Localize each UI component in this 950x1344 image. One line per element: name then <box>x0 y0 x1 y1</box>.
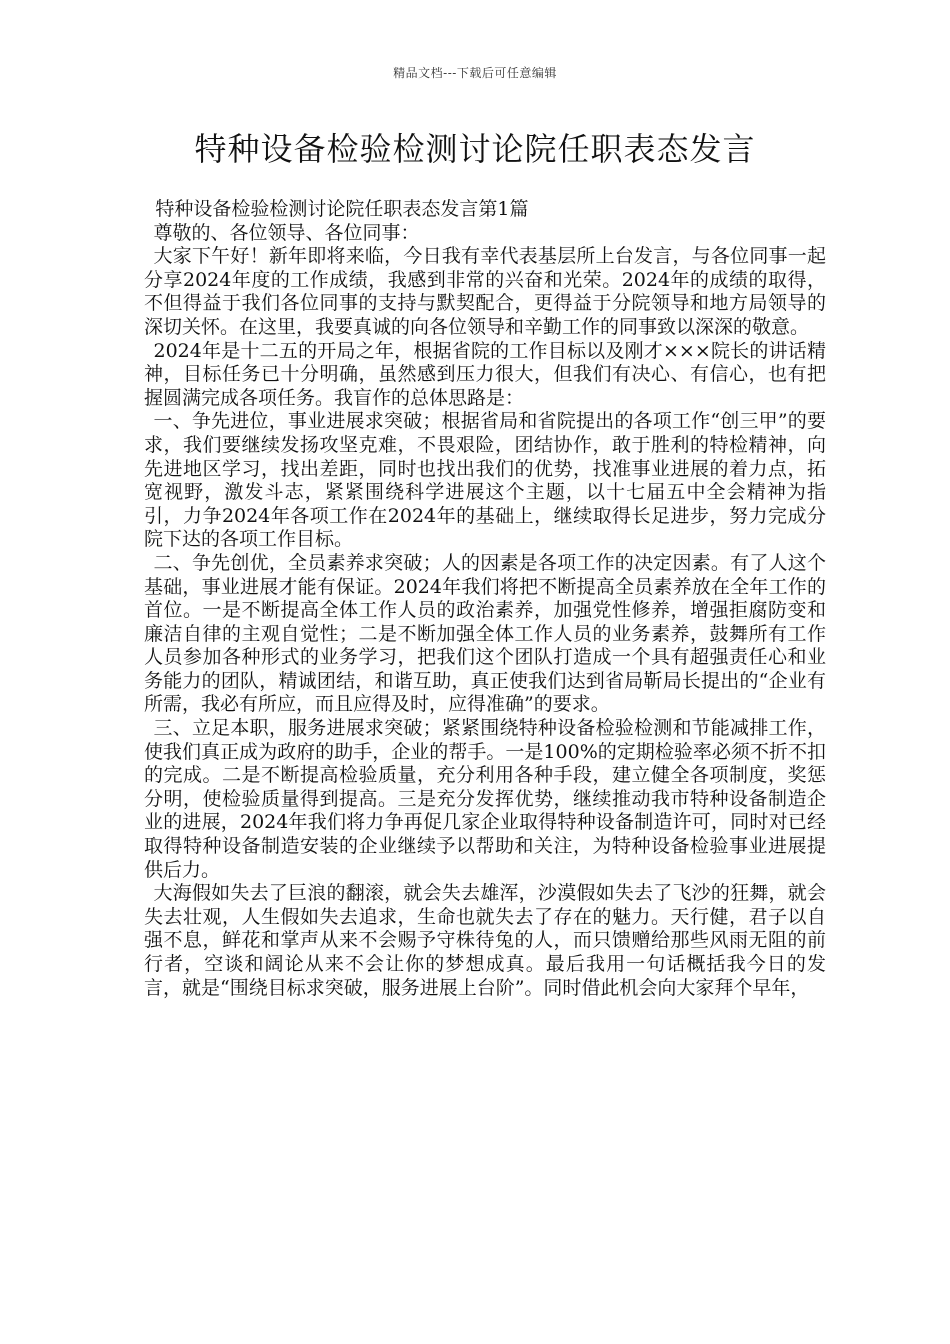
document-body <box>144 198 826 1000</box>
section-subtitle: 特种设备检验检测讨论院任职表态发言第1篇 <box>155 198 529 220</box>
paragraph-2: 2024年是十二五的开局之年，根据省院的工作目标以及刚才×××院长的讲话精神，目标任务已十分明确，虽然感到压力很大，但我们有决心、有信心，也有把握圆满完成各项任务。我盲作的总体思路是： <box>144 339 826 409</box>
paragraph-1: 大家下午好！新年即将来临，今日我有幸代表基层所上台发言，与各位同事一起分享2024年度的工作成绩，我感到非常的兴奋和光荣。2024年的成绩的取得，不但得益于我们各位同事的支持与默契配合，更得益于分院领导和地方局领导的深切关怀。在这里，我要真诚的向各位领导和辛勤工作的同事致以深深的敬意。 <box>144 245 826 338</box>
document-title: 特种设备检验检测讨论院任职表态发言 <box>194 130 756 168</box>
paragraph-3: 一、争先进位，事业进展求突破；根据省局和省院提出的各项工作“创三甲”的要求，我们要继续发扬攻坚克难，不畏艰险，团结协作，敢于胜利的特检精神，向先进地区学习，找出差距，同时也找出我们的优势，找准事业进展的着力点，拓宽视野，激发斗志，紧紧围绕科学进展这个主题，以十七届五中全会精神为指引，力争2024年各项工作在2024年的基础上，继续取得长足进步，努力完成分院下达的各项工作目标。 <box>144 410 826 551</box>
header-note: 精品文档---下载后可任意编辑 <box>393 66 557 80</box>
paragraph-4: 二、争先创优，全员素养求突破；人的因素是各项工作的决定因素。有了人这个基础，事业进展才能有保证。2024年我们将把不断提高全员素养放在全年工作的首位。一是不断提高全体工作人员的政治素养，加强党性修养，增强拒腐防变和廉洁自律的主观自觉性；二是不断加强全体工作人员的业务素养，鼓舞所有工作人员参加各种形式的业务学习，把我们这个团队打造成一个具有超强责任心和业务能力的团队，精诚团结，和谐互助，真正使我们达到省局靳局长提出的“企业有所需，我必有所应，而且应得及时，应得准确”的要求。 <box>144 551 826 716</box>
salutation: 尊敬的、各位领导、各位同事： <box>153 221 420 244</box>
paragraph-6: 大海假如失去了巨浪的翻滚，就会失去雄浑，沙漠假如失去了飞沙的狂舞，就会失去壮观，人生假如失去追求，生命也就失去了存在的魅力。天行健，君子以自强不息，鲜花和掌声从来不会赐予守株待兔的人，而只馈赠给那些风雨无阻的前行者，空谈和阔论从来不会让你的梦想成真。最后我用一句话概括我今日的发言，就是“围绕目标求突破，服务进展上台阶”。同时借此机会向大家拜个早年， <box>144 882 826 999</box>
paragraph-5: 三、立足本职，服务进展求突破；紧紧围绕特种设备检验检测和节能减排工作，使我们真正成为政府的助手，企业的帮手。一是100%的定期检验率必须不折不扣的完成。二是不断提高检验质量，充分利用各种手段，建立健全各项制度，奖惩分明，使检验质量得到提高。三是充分发挥优势，继续推动我市特种设备制造企业的进展，2024年我们将力争再促几家企业取得特种设备制造许可，同时对已经取得特种设备制造安装的企业继续予以帮助和关注，为特种设备检验事业进展提供后力。 <box>144 717 826 881</box>
